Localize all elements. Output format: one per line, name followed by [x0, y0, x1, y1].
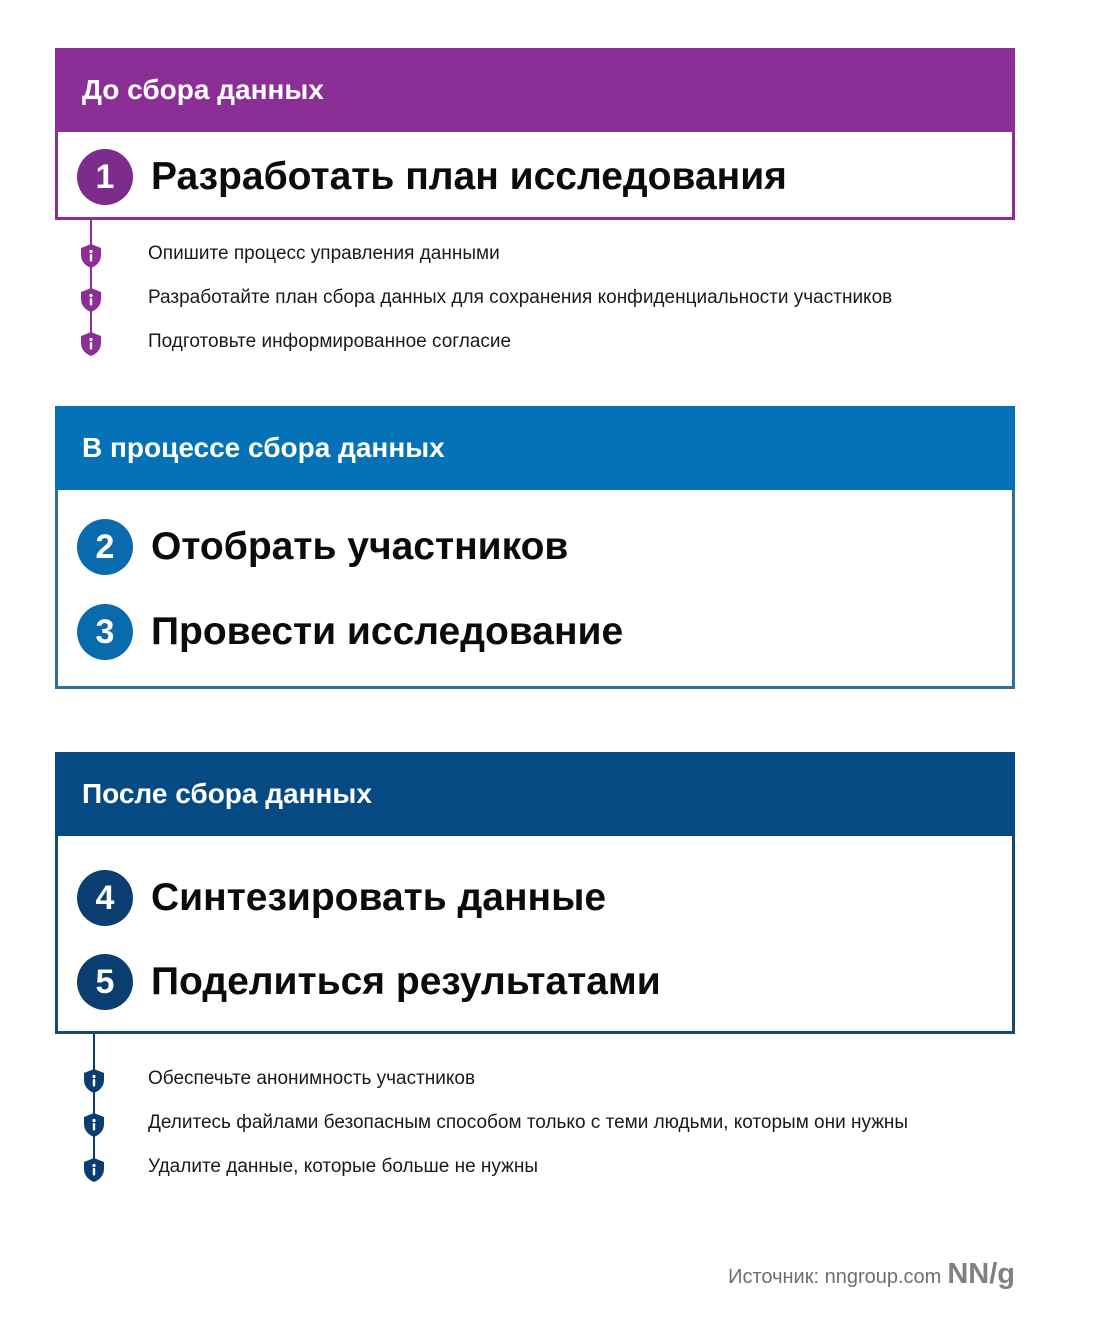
step-2	[77, 519, 568, 575]
shield-info-icon	[83, 1112, 105, 1138]
nng-logo: NN/g	[947, 1258, 1015, 1290]
step-3	[77, 604, 623, 660]
step-label: Поделиться результатами	[151, 960, 661, 1003]
connector-line	[93, 1034, 95, 1172]
step-label: Отобрать участников	[151, 525, 569, 568]
panel-header-after: После сбора данных	[55, 752, 1015, 836]
step-number-badge: 5	[77, 954, 133, 1010]
tip-item: Разработайте план сбора данных для сохранения конфиденциальности участников	[148, 287, 893, 308]
shield-info-icon	[83, 1157, 105, 1183]
tip-item: Подготовьте информированное согласие	[148, 331, 512, 352]
step-4	[77, 870, 606, 926]
step-label: Синтезировать данные	[151, 876, 607, 919]
step-number-badge: 4	[77, 870, 133, 926]
connector-line	[90, 220, 92, 346]
panel-header-during: В процессе сбора данных	[55, 406, 1015, 490]
shield-info-icon	[83, 1068, 105, 1094]
during-collection-panel	[55, 406, 1015, 689]
after-collection-panel	[55, 752, 1015, 1034]
shield-info-icon	[80, 287, 102, 313]
footer	[728, 1258, 1015, 1291]
step-number-badge: 2	[77, 519, 133, 575]
tip-item: Обеспечьте анонимность участников	[148, 1068, 476, 1089]
shield-info-icon	[80, 243, 102, 269]
source-credit: Источник: nngroup.com	[728, 1266, 942, 1288]
tip-item: Удалите данные, которые больше не нужны	[148, 1156, 539, 1177]
step-label: Разработать план исследования	[151, 155, 787, 198]
panel-header-before: До сбора данных	[55, 48, 1015, 132]
tip-item: Делитесь файлами безопасным способом только с теми людьми, которым они нужны	[148, 1112, 909, 1133]
step-number-badge: 3	[77, 604, 133, 660]
step-number-badge: 1	[77, 149, 133, 205]
step-1	[77, 149, 787, 205]
tip-item: Опишите процесс управления данными	[148, 243, 500, 264]
before-collection-panel	[55, 48, 1015, 220]
step-label: Провести исследование	[151, 610, 624, 653]
shield-info-icon	[80, 331, 102, 357]
step-5	[77, 954, 661, 1010]
